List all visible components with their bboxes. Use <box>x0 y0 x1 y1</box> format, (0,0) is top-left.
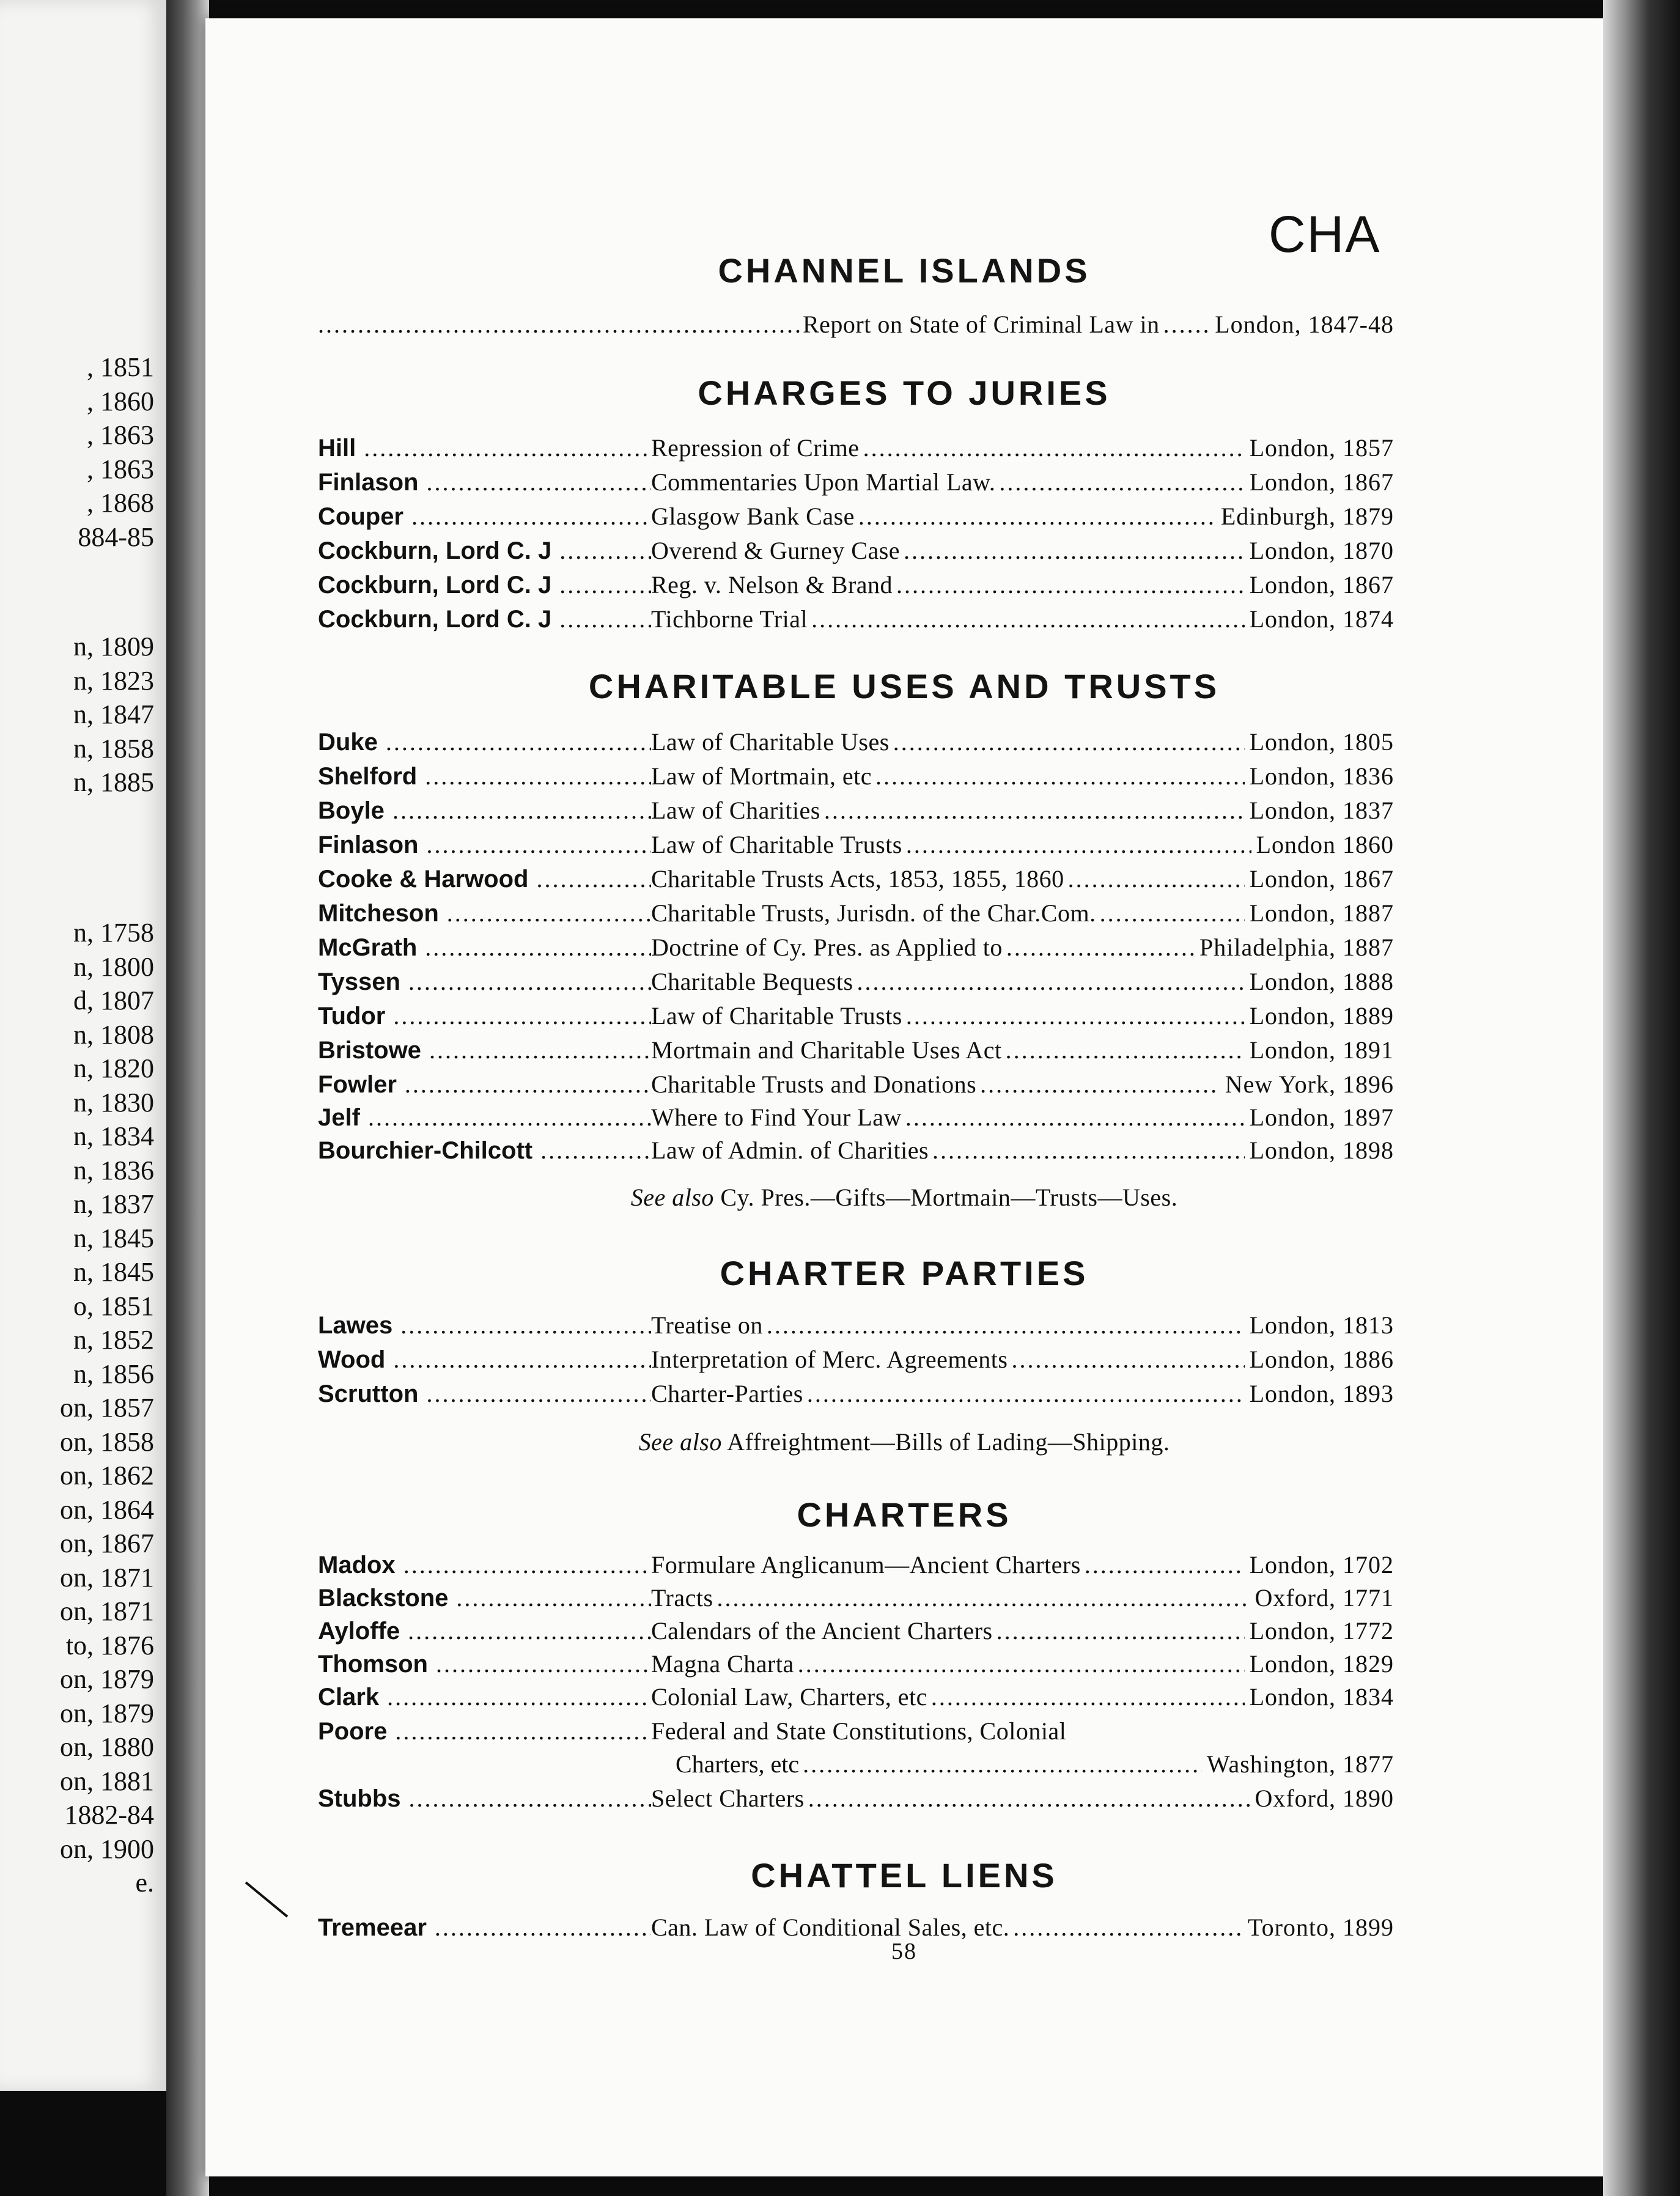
margin-fragment: n, 1847 <box>73 699 154 729</box>
entry-author <box>318 965 651 999</box>
index-entry <box>318 308 1394 342</box>
entry-author <box>318 896 651 930</box>
margin-fragment: on, 1900 <box>60 1833 154 1864</box>
entry-author-text: Shelford <box>318 763 418 790</box>
entry-author-text: Fowler <box>318 1071 397 1098</box>
margin-fragment: n, 1800 <box>73 951 154 982</box>
entry-title: Law of Charities <box>651 797 824 824</box>
index-entry <box>318 1377 1394 1411</box>
entry-title: Federal and State Constitutions, Colonial <box>651 1717 1070 1745</box>
margin-fragment: 1882-84 <box>64 1800 154 1830</box>
entry-author <box>318 862 651 896</box>
margin-fragment: n, 1836 <box>73 1155 154 1185</box>
entry-author-text: Scrutton <box>318 1380 419 1407</box>
see-also-reference <box>205 1428 1603 1456</box>
entry-title-wrap <box>651 1714 1070 1748</box>
page-number: 58 <box>891 1939 917 1964</box>
entry-place-year: London, 1893 <box>1245 1377 1394 1411</box>
entry-title: Reg. v. Nelson & Brand <box>651 571 896 599</box>
entry-author <box>318 1581 651 1615</box>
margin-fragment: , 1863 <box>87 420 154 450</box>
entry-title: Repression of Crime <box>651 434 863 462</box>
entry-author-text: Couper <box>318 503 403 530</box>
margin-fragment: on, 1871 <box>60 1562 154 1593</box>
entry-place-year: Edinburgh, 1879 <box>1216 499 1394 534</box>
entry-author <box>318 1308 651 1343</box>
entry-place-year: London, 1837 <box>1245 794 1394 828</box>
margin-fragment: d, 1807 <box>73 986 154 1015</box>
index-entry <box>318 499 1394 534</box>
index-entry <box>318 568 1394 602</box>
margin-fragment: n, 1856 <box>73 1358 154 1389</box>
margin-fragment: n, 1808 <box>73 1019 154 1050</box>
entry-author <box>318 1343 651 1377</box>
entry-author <box>318 759 651 794</box>
index-entry <box>318 725 1394 759</box>
index-entry <box>318 930 1394 965</box>
index-entry <box>318 999 1394 1033</box>
margin-fragment: n, 1837 <box>73 1189 154 1219</box>
entry-place-year: Philadelphia, 1887 <box>1195 930 1394 965</box>
entry-author <box>318 1614 651 1648</box>
entry-author <box>318 1647 651 1681</box>
margin-fragment: on, 1857 <box>60 1393 154 1423</box>
entry-author <box>318 1067 651 1102</box>
entry-continuation <box>676 1747 1394 1781</box>
entry-author <box>318 602 651 636</box>
margin-fragment: n, 1852 <box>73 1325 154 1355</box>
margin-fragment: n, 1809 <box>73 632 154 661</box>
margin-fragment: o, 1851 <box>73 1291 154 1321</box>
entry-title: Commentaries Upon Martial Law. <box>651 468 999 496</box>
margin-fragment: n, 1845 <box>73 1223 154 1253</box>
section-heading: CHARTER PARTIES <box>720 1254 1089 1292</box>
index-entry <box>318 1647 1394 1681</box>
entry-place-year: London, 1889 <box>1245 999 1394 1033</box>
entry-title: Charitable Trusts Acts, 1853, 1855, 1860 <box>651 865 1068 893</box>
entry-title: Tichborne Trial <box>651 605 811 633</box>
entry-author-text: Cockburn, Lord C. J <box>318 572 552 599</box>
index-entry <box>318 1100 1394 1135</box>
entry-author <box>318 725 651 759</box>
index-entry <box>318 896 1394 930</box>
entry-author-text: Mitcheson <box>318 900 439 927</box>
index-entry <box>318 431 1394 465</box>
entry-author-text: Poore <box>318 1718 388 1745</box>
entry-author <box>318 999 651 1033</box>
margin-fragment: on, 1867 <box>60 1528 154 1558</box>
entry-author-text: Lawes <box>318 1312 393 1339</box>
index-entry <box>318 1343 1394 1377</box>
margin-fragment: to, 1876 <box>65 1630 154 1660</box>
entry-author-text: Duke <box>318 729 378 756</box>
see-also-reference <box>205 1183 1603 1212</box>
entry-author-text: Stubbs <box>318 1785 401 1812</box>
entry-place-year: London, 1805 <box>1245 725 1394 759</box>
entry-place-year: London, 1702 <box>1245 1548 1394 1582</box>
index-entry <box>318 794 1394 828</box>
entry-title: Report on State of Criminal Law in <box>803 311 1163 338</box>
index-entry <box>318 759 1394 794</box>
book-edge <box>1603 0 1680 2196</box>
entry-title: Law of Admin. of Charities <box>651 1137 932 1164</box>
entry-place-year: London, 1847-48 <box>1210 308 1394 342</box>
entry-title: Mortmain and Charitable Uses Act <box>651 1036 1006 1064</box>
entry-place-year: London, 1867 <box>1245 568 1394 602</box>
entry-author-text: Clark <box>318 1684 380 1711</box>
index-entry <box>318 534 1394 568</box>
entry-author <box>318 1100 651 1135</box>
index-entry <box>318 1033 1394 1067</box>
entry-title: Select Charters <box>651 1785 808 1812</box>
entry-place-year: London, 1891 <box>1245 1033 1394 1067</box>
index-entry <box>318 1680 1394 1714</box>
index-entry <box>318 862 1394 896</box>
index-entry <box>318 1714 1394 1748</box>
index-entry <box>318 1781 1394 1816</box>
entry-place-year: London, 1813 <box>1245 1308 1394 1343</box>
entry-author-text: Cockburn, Lord C. J <box>318 606 552 633</box>
entry-place-year: London, 1898 <box>1245 1133 1394 1168</box>
margin-fragment: on, 1871 <box>60 1596 154 1626</box>
entry-place-year: London, 1857 <box>1245 431 1394 465</box>
margin-fragment: 884-85 <box>78 521 154 552</box>
index-entry <box>318 1614 1394 1648</box>
entry-author-text: Boyle <box>318 797 385 824</box>
margin-fragment: n, 1858 <box>73 733 154 764</box>
entry-author-text: McGrath <box>318 934 418 961</box>
section-heading: CHANNEL ISLANDS <box>718 251 1091 290</box>
margin-fragment: on, 1880 <box>60 1732 154 1762</box>
index-entry <box>318 1067 1394 1102</box>
entry-title: Glasgow Bank Case <box>651 503 858 530</box>
index-entry <box>318 1548 1394 1582</box>
margin-fragment: on, 1879 <box>60 1664 154 1694</box>
page-header-code: CHA <box>1269 205 1381 263</box>
entry-title: Magna Charta <box>651 1650 798 1678</box>
entry-author <box>318 1377 651 1411</box>
entry-title: Treatise on <box>651 1311 767 1339</box>
entry-title: Charitable Bequests <box>651 968 857 995</box>
entry-place-year: London, 1870 <box>1245 534 1394 568</box>
entry-place-year: London, 1836 <box>1245 759 1394 794</box>
entry-author <box>318 1714 651 1748</box>
entry-place-year: Oxford, 1890 <box>1250 1781 1394 1816</box>
entry-title: Law of Charitable Trusts <box>651 831 906 858</box>
entry-author-text: Tudor <box>318 1003 386 1030</box>
entry-author <box>318 499 651 534</box>
entry-author <box>318 1781 651 1816</box>
entry-title: Overend & Gurney Case <box>651 537 904 564</box>
margin-fragment: on, 1881 <box>60 1766 154 1796</box>
entry-author <box>318 431 651 465</box>
entry-author-text: Cooke & Harwood <box>318 866 529 893</box>
section-heading: CHATTEL LIENS <box>751 1856 1058 1895</box>
margin-fragment: on, 1858 <box>60 1426 154 1457</box>
entry-place-year: Washington, 1877 <box>1202 1747 1394 1781</box>
entry-author-text: Bristowe <box>318 1037 421 1064</box>
entry-author-text: Jelf <box>318 1104 360 1131</box>
entry-author <box>318 568 651 602</box>
margin-fragment: , 1868 <box>87 488 154 518</box>
see-also-text: Cy. Pres.—Gifts—Mortmain—Trusts—Uses. <box>720 1184 1178 1211</box>
entry-title: Colonial Law, Charters, etc <box>651 1683 931 1711</box>
index-entry <box>318 1308 1394 1343</box>
entry-author-text: Finlason <box>318 831 419 858</box>
see-also-text: Affreightment—Bills of Lading—Shipping. <box>727 1428 1170 1456</box>
entry-place-year: London 1860 <box>1251 828 1394 862</box>
margin-fragment: n, 1830 <box>73 1087 154 1118</box>
entry-author-text: Finlason <box>318 469 419 496</box>
index-entry <box>318 965 1394 999</box>
entry-author-text: Hill <box>318 435 356 462</box>
entry-author <box>318 930 651 965</box>
book-gutter <box>166 0 209 2196</box>
entry-title: Interpretation of Merc. Agreements <box>651 1346 1011 1373</box>
entry-place-year: London, 1867 <box>1245 862 1394 896</box>
entry-title: Charter-Parties <box>651 1380 807 1407</box>
index-entry <box>318 465 1394 499</box>
entry-author <box>318 794 651 828</box>
entry-place-year: London, 1888 <box>1245 965 1394 999</box>
entry-place-year: London, 1887 <box>1245 896 1394 930</box>
entry-title: Where to Find Your Law <box>651 1104 905 1131</box>
section-heading: CHARITABLE USES AND TRUSTS <box>588 667 1220 706</box>
pen-mark <box>245 1880 312 1929</box>
margin-fragment: n, 1758 <box>73 918 154 948</box>
margin-fragment: n, 1834 <box>73 1121 154 1151</box>
entry-title: Can. Law of Conditional Sales, etc. <box>651 1914 1013 1941</box>
previous-page-edge <box>0 0 170 2091</box>
entry-place-year: Toronto, 1899 <box>1243 1910 1394 1945</box>
entry-place-year: Oxford, 1771 <box>1250 1581 1394 1615</box>
entry-author-text: Madox <box>318 1552 396 1579</box>
entry-place-year: London, 1772 <box>1245 1614 1394 1648</box>
entry-title: Law of Mortmain, etc <box>651 762 875 790</box>
margin-fragment: on, 1879 <box>60 1698 154 1728</box>
entry-author-text: Blackstone <box>318 1585 449 1612</box>
entry-place-year: London, 1897 <box>1245 1100 1394 1135</box>
entry-author <box>318 1033 651 1067</box>
margin-fragment: on, 1862 <box>60 1461 154 1490</box>
entry-author <box>318 1680 651 1714</box>
entry-author <box>318 828 651 862</box>
index-entry <box>318 828 1394 862</box>
entry-place-year: London, 1874 <box>1245 602 1394 636</box>
section-heading: CHARGES TO JURIES <box>698 374 1111 412</box>
margin-fragment: on, 1864 <box>60 1494 154 1525</box>
entry-place-year: London, 1834 <box>1245 1680 1394 1714</box>
entry-title: Tracts <box>651 1584 717 1612</box>
margin-fragment: n, 1823 <box>73 665 154 696</box>
margin-fragment: n, 1845 <box>73 1257 154 1287</box>
margin-fragment: , 1860 <box>87 386 154 416</box>
entry-title: Doctrine of Cy. Pres. as Applied to <box>651 934 1006 961</box>
entry-title: Law of Charitable Trusts <box>651 1002 906 1030</box>
entry-author-text: Cockburn, Lord C. J <box>318 537 552 564</box>
index-entry <box>318 1581 1394 1615</box>
section-heading: CHARTERS <box>797 1495 1012 1534</box>
entry-title: Charters, etc <box>676 1750 803 1778</box>
margin-fragment: , 1863 <box>87 454 154 484</box>
entry-place-year: New York, 1896 <box>1220 1067 1394 1102</box>
entry-title: Charitable Trusts and Donations <box>651 1070 980 1098</box>
entry-author-text: Ayloffe <box>318 1618 400 1645</box>
entry-author <box>318 534 651 568</box>
entry-title: Charitable Trusts, Jurisdn. of the Char.Com. <box>651 899 1100 927</box>
see-also-prefix: See also <box>638 1428 722 1456</box>
entry-place-year: London, 1829 <box>1245 1647 1394 1681</box>
index-entry <box>318 1133 1394 1168</box>
margin-fragment: n, 1820 <box>73 1053 154 1083</box>
entry-author <box>318 1548 651 1582</box>
margin-fragment: , 1851 <box>87 352 154 382</box>
index-entry <box>318 602 1394 636</box>
entry-author-text: Tremeear <box>318 1914 427 1941</box>
entry-title: Calendars of the Ancient Charters <box>651 1617 997 1645</box>
entry-author-text: Bourchier-Chilcott <box>318 1137 533 1164</box>
entry-author <box>318 465 651 499</box>
entry-place-year: London, 1867 <box>1245 465 1394 499</box>
entry-title: Formulare Anglicanum—Ancient Charters <box>651 1551 1085 1579</box>
see-also-prefix: See also <box>630 1184 714 1211</box>
entry-author-text: Wood <box>318 1346 386 1373</box>
entry-title: Law of Charitable Uses <box>651 728 893 756</box>
margin-fragment: e. <box>135 1868 154 1898</box>
entry-author-text: Thomson <box>318 1651 428 1678</box>
entry-author-text: Tyssen <box>318 968 400 995</box>
margin-fragment: n, 1885 <box>73 767 154 797</box>
entry-place-year: London, 1886 <box>1245 1343 1394 1377</box>
entry-author <box>318 1133 651 1168</box>
